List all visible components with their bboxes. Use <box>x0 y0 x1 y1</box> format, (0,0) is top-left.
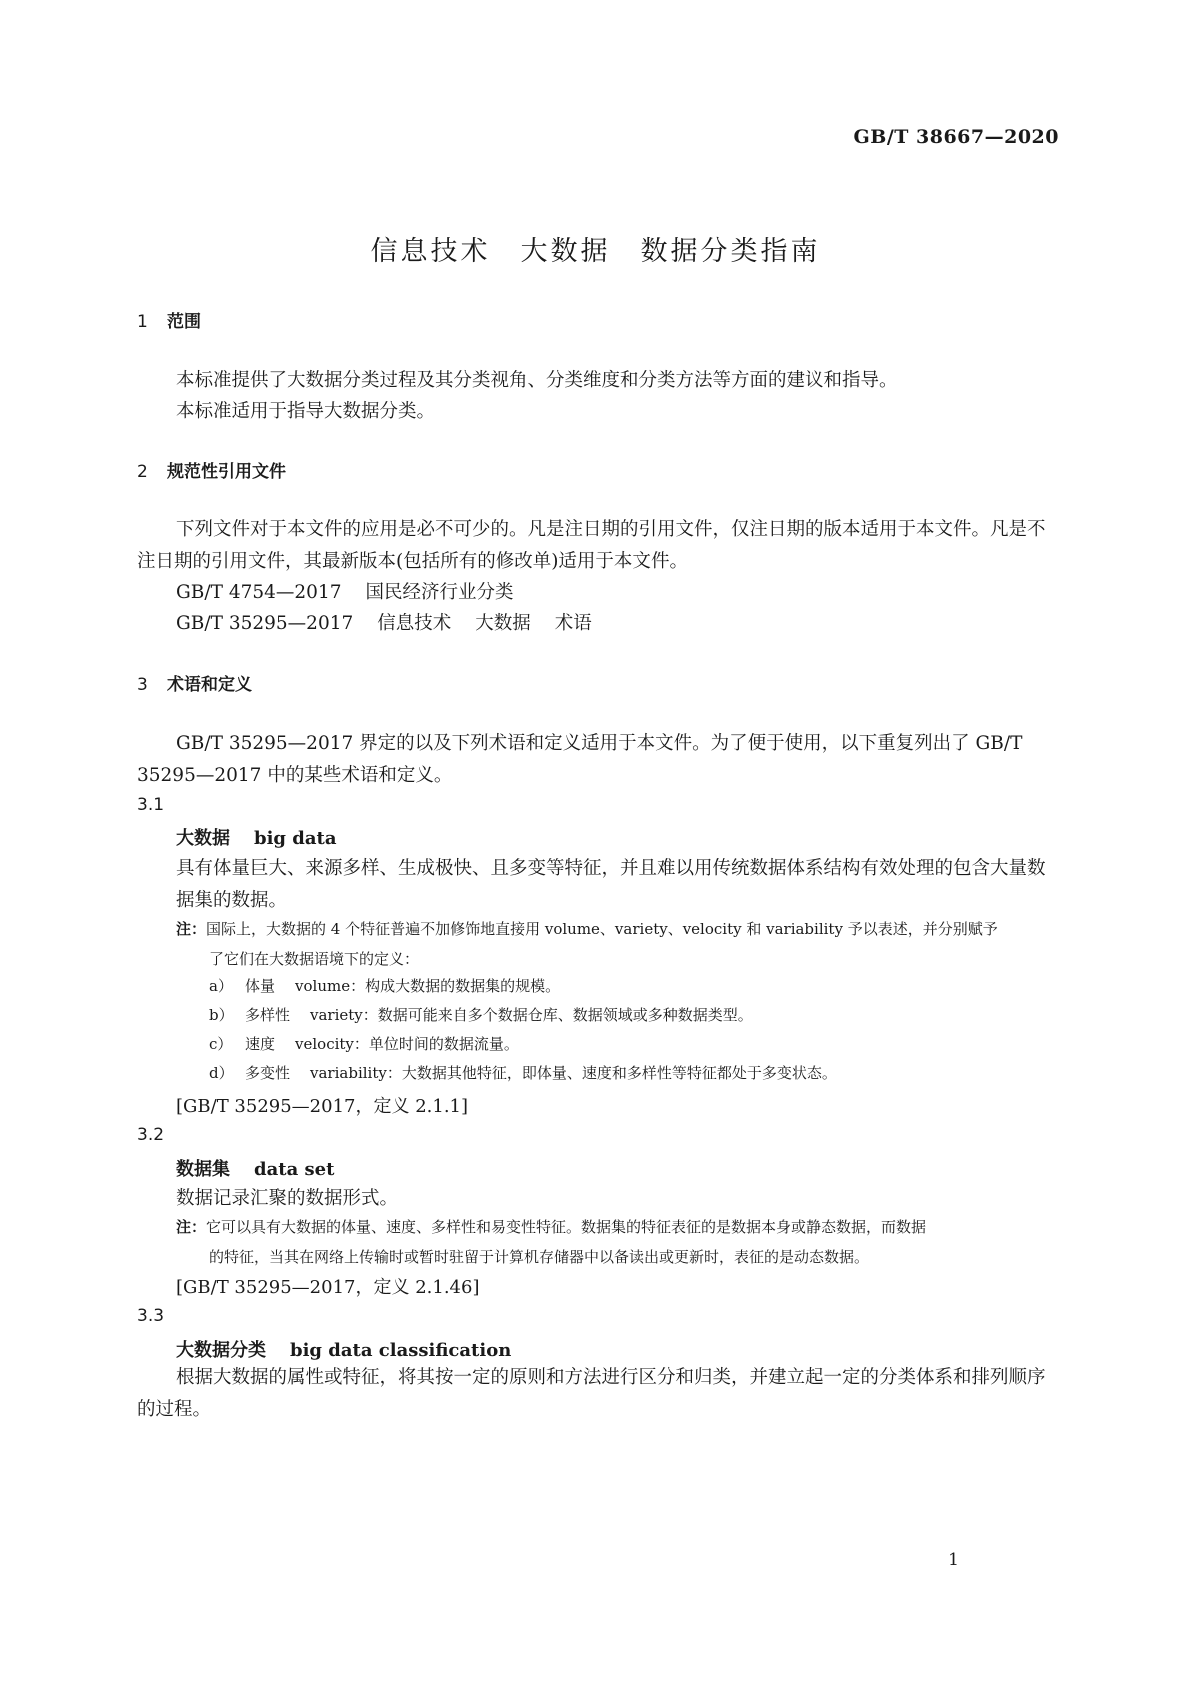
section-3-paragraph-text: GB/T 35295—2017 界定的以及下列术语和定义适用于本文件。为了便于使用，以下重复列出了 GB/T 35295—2017 中的某些术语和定义。 <box>137 733 1023 786</box>
note-text-line-2: 了它们在大数据语境下的定义： <box>209 950 420 968</box>
reference-title: 国民经济行业分类 <box>365 582 514 603</box>
page-number: 1 <box>948 1550 959 1570</box>
term-en: data set <box>254 1159 335 1180</box>
term-source: [GB/T 35295—2017，定义 2.1.46] <box>176 1277 480 1298</box>
note-text-line-1: 国际上，大数据的 4 个特征普遍不加修饰地直接用 volume、variety、velocity 和 variability 予以表述，并分别赋予 <box>206 920 998 938</box>
term-en: big data classification <box>290 1340 512 1361</box>
term-note-line-1 <box>176 914 1056 944</box>
item-text: variety：数据可能来自多个数据仓库、数据领域或多种数据类型。 <box>310 1006 753 1024</box>
note-label: 注： <box>176 920 207 938</box>
normative-reference-1 <box>176 578 514 604</box>
term-definition <box>137 1362 1057 1426</box>
term-definition: 数据记录汇聚的数据形式。 <box>176 1188 399 1209</box>
page-title <box>0 229 1191 268</box>
section-number: 2 <box>137 462 148 482</box>
term-heading <box>176 824 337 850</box>
section-2-paragraph-1 <box>137 514 1057 578</box>
term-zh: 大数据分类 <box>176 1340 266 1361</box>
note-list-item <box>209 1062 837 1083</box>
term-heading <box>176 1155 334 1181</box>
term-en: big data <box>254 828 337 849</box>
term-number: 3.1 <box>137 795 165 815</box>
title-part-1: 信息技术 <box>370 236 491 267</box>
section-1-heading <box>137 307 201 332</box>
note-list-item <box>209 1033 519 1054</box>
reference-title-part-1: 信息技术 <box>377 613 452 634</box>
section-title: 术语和定义 <box>167 675 252 695</box>
term-note-line-1 <box>176 1212 1056 1242</box>
note-label: 注： <box>176 1218 207 1236</box>
normative-reference-2 <box>176 609 592 635</box>
term-heading <box>176 1336 511 1362</box>
reference-title-part-3: 术语 <box>554 613 592 634</box>
item-zh: 速度 <box>245 1035 276 1053</box>
item-text: volume：构成大数据的数据集的规模。 <box>295 977 561 995</box>
term-note <box>176 914 1056 974</box>
item-zh: 多变性 <box>245 1064 291 1082</box>
standard-id: GB/T 38667—2020 <box>853 126 1059 148</box>
term-number: 3.3 <box>137 1306 165 1326</box>
section-3-heading <box>137 670 252 695</box>
term-definition: 具有体量巨大、来源多样、生成极快、且多变等特征，并且难以用传统数据体系结构有效处理的包含大量数据集的数据。 <box>176 858 1046 911</box>
note-list-item <box>209 1004 753 1025</box>
section-2-paragraph-text: 下列文件对于本文件的应用是必不可少的。凡是注日期的引用文件，仅注日期的版本适用于本文件。凡是不注日期的引用文件，其最新版本(包括所有的修改单)适用于本文件。 <box>137 519 1046 572</box>
note-text-line-1: 它可以具有大数据的体量、速度、多样性和易变性特征。数据集的特征表征的是数据本身或静态数据，而数据 <box>206 1218 927 1236</box>
item-text: variability：大数据其他特征，即体量、速度和多样性等特征都处于多变状态。 <box>310 1064 837 1082</box>
term-source: [GB/T 35295—2017，定义 2.1.1] <box>176 1096 469 1117</box>
section-3-paragraph-1 <box>137 728 1057 792</box>
section-number: 3 <box>137 675 148 695</box>
item-zh: 多样性 <box>245 1006 291 1024</box>
reference-code: GB/T 35295—2017 <box>176 613 354 634</box>
section-1-paragraph-1: 本标准提供了大数据分类过程及其分类视角、分类维度和分类方法等方面的建议和指导。 <box>176 370 898 391</box>
section-title: 范围 <box>167 312 201 332</box>
reference-title-part-2: 大数据 <box>475 613 531 634</box>
item-marker: b） <box>209 1006 234 1024</box>
item-zh: 体量 <box>245 977 276 995</box>
term-zh: 大数据 <box>176 828 230 849</box>
term-number: 3.2 <box>137 1125 165 1145</box>
term-definition-text: 根据大数据的属性或特征，将其按一定的原则和方法进行区分和归类，并建立起一定的分类体系和排列顺序的过程。 <box>137 1367 1046 1420</box>
note-text-line-2: 的特征，当其在网络上传输时或暂时驻留于计算机存储器中以备读出或更新时，表征的是动态数据。 <box>209 1248 870 1266</box>
title-part-3: 数据分类指南 <box>640 236 821 267</box>
section-number: 1 <box>137 312 148 332</box>
title-part-2: 大数据 <box>520 236 611 267</box>
section-2-heading <box>137 457 286 482</box>
note-list-item <box>209 975 560 996</box>
item-marker: c） <box>209 1035 233 1053</box>
item-marker: a） <box>209 977 233 995</box>
item-text: velocity：单位时间的数据流量。 <box>295 1035 519 1053</box>
section-1-paragraph-2: 本标准适用于指导大数据分类。 <box>176 401 436 422</box>
term-note <box>176 1212 1056 1272</box>
term-zh: 数据集 <box>176 1159 230 1180</box>
reference-code: GB/T 4754—2017 <box>176 582 342 603</box>
section-title: 规范性引用文件 <box>167 462 286 482</box>
item-marker: d） <box>209 1064 234 1082</box>
